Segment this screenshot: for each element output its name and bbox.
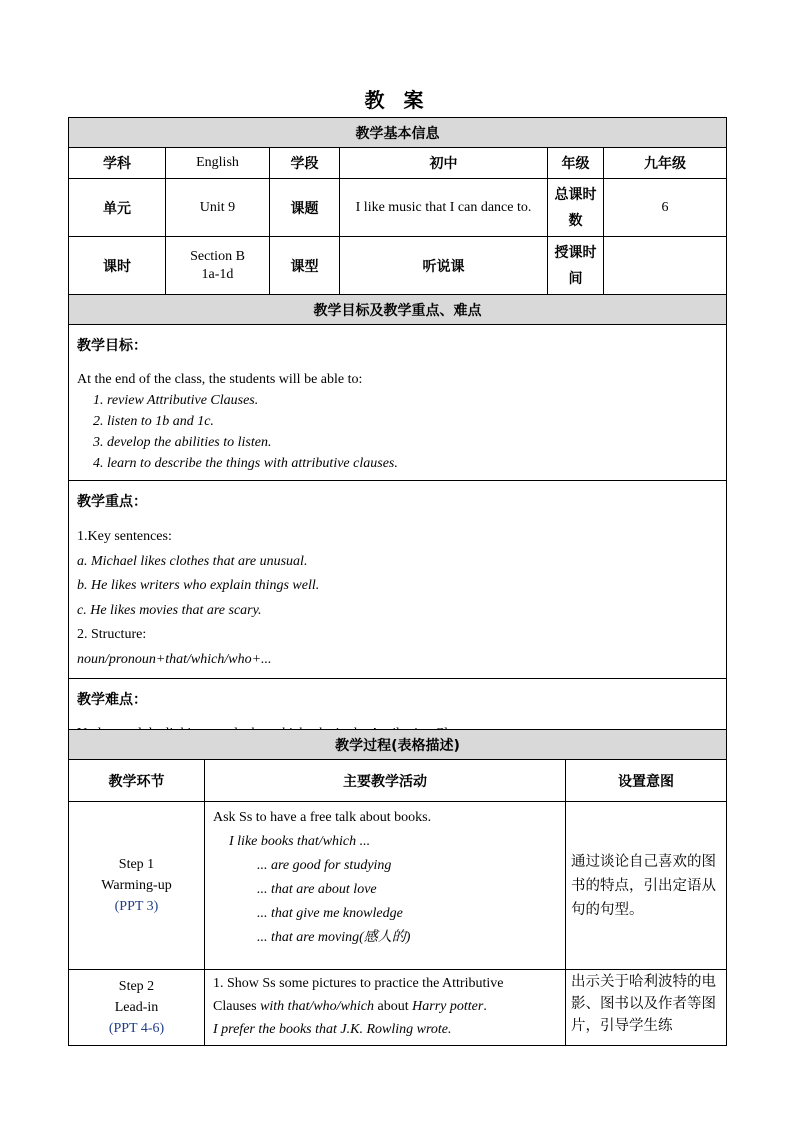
key-sentence: c. He likes movies that are scary. (77, 602, 262, 618)
activity-text: . (483, 999, 487, 1014)
page-title: 教 案 (364, 88, 430, 112)
label-total-periods: 总课时数 (548, 179, 604, 237)
key-sentence: a. Michael likes clothes that are unusual. (77, 553, 308, 569)
activity-text: Clauses (213, 999, 261, 1014)
label-unit: 单元 (69, 179, 166, 237)
activity-line (213, 995, 557, 1018)
step1-activity (205, 802, 566, 970)
objective-item: 4. learn to describe the things with attributive clauses. (93, 456, 398, 471)
step2-name: Step 2 (118, 979, 155, 994)
step1-stage: Warming-up (101, 878, 172, 893)
value-topic: I like music that I can dance to. (340, 179, 548, 237)
basic-info-header: 教学基本信息 (69, 118, 727, 148)
objectives-intro: At the end of the class, the students will be able to: (77, 372, 363, 387)
step2-stage: Lead-in (114, 1000, 159, 1015)
activity-line: I prefer the books that J.K. Rowling wrote. (213, 1022, 452, 1037)
activity-text: about (374, 999, 413, 1014)
basic-info-table (68, 117, 727, 751)
value-period: Section B 1a-1d (166, 237, 270, 295)
activity-line: ... are good for studying (257, 858, 392, 873)
col-step: 教学环节 (69, 760, 205, 802)
value-unit: Unit 9 (166, 179, 270, 237)
step1-cell (69, 802, 205, 970)
structure-formula: noun/pronoun+that/which/who+... (77, 651, 272, 667)
col-intent: 设置意图 (566, 760, 727, 802)
label-period: 课时 (69, 237, 166, 295)
col-activity: 主要教学活动 (205, 760, 566, 802)
label-grade: 年级 (548, 148, 604, 179)
objectives-heading: 教学目标： (77, 338, 147, 354)
process-header: 教学过程(表格描述) (69, 730, 727, 760)
value-lesson-type: 听说课 (340, 237, 548, 295)
structure-label: 2. Structure: (77, 627, 147, 642)
label-teaching-time: 授课时间 (548, 237, 604, 295)
key-points-heading: 教学重点： (77, 494, 147, 510)
label-topic: 课题 (270, 179, 340, 237)
value-grade: 九年级 (604, 148, 727, 179)
objectives-section (69, 325, 727, 481)
step2-intent: 出示关于哈利波特的电影、图书以及作者等图片，引导学生练 (566, 970, 727, 1046)
activity-text: Harry potter (412, 999, 484, 1014)
key-sentence: b. He likes writers who explain things well. (77, 578, 320, 593)
activity-line: ... that give me knowledge (257, 906, 403, 921)
objective-item: 2. listen to 1b and 1c. (93, 414, 214, 429)
step1-intent: 通过谈论自己喜欢的图书的特点，引出定语从句的句型。 (566, 802, 727, 970)
activity-line: I like books that/which ... (229, 834, 371, 849)
value-teaching-time (604, 237, 727, 295)
activity-line: ... that are moving(感人的) (257, 930, 411, 945)
activity-line: 1. Show Ss some pictures to practice the Attributive (213, 976, 504, 991)
key-points-section (69, 481, 727, 679)
step2-ppt: (PPT 4-6) (108, 1021, 165, 1036)
objective-item: 1. review Attributive Clauses. (93, 393, 259, 408)
value-stage: 初中 (340, 148, 548, 179)
activity-text: with that/who/which (260, 999, 375, 1014)
step1-ppt: (PPT 3) (114, 899, 159, 914)
value-total-periods: 6 (604, 179, 727, 237)
activity-line: ... that are about love (257, 882, 377, 897)
step1-name: Step 1 (118, 857, 155, 872)
label-subject: 学科 (69, 148, 166, 179)
key-sentences-label: 1.Key sentences: (77, 529, 172, 544)
goals-header: 教学目标及教学重点、难点 (69, 295, 727, 325)
difficulties-heading: 教学难点： (77, 692, 147, 708)
activity-line: Ask Ss to have a free talk about books. (213, 810, 432, 825)
step2-activity (205, 970, 566, 1046)
objective-item: 3. develop the abilities to listen. (93, 435, 272, 450)
value-subject: English (166, 148, 270, 179)
process-table (68, 729, 727, 1046)
label-lesson-type: 课型 (270, 237, 340, 295)
step2-cell (69, 970, 205, 1046)
label-stage: 学段 (270, 148, 340, 179)
